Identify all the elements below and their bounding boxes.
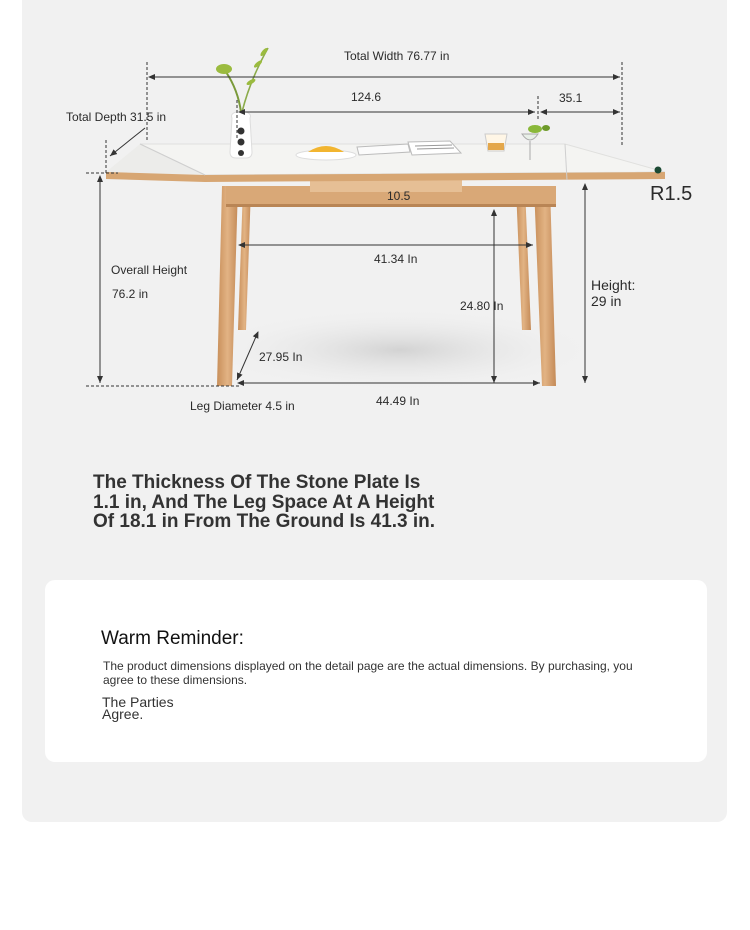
height-label: Height: (591, 277, 636, 293)
total-depth-label: Total Depth 31.5 in (66, 110, 167, 124)
table-dimension-diagram (0, 0, 750, 440)
leg-diameter-label: Leg Diameter 4.5 in (190, 399, 295, 413)
description-line-3: Of 18.1 in From The Ground Is 41.3 in. (93, 511, 436, 532)
agree-line-2: Agree. (102, 706, 144, 722)
tea-cup (485, 134, 507, 151)
reminder-title: Warm Reminder: (101, 628, 244, 649)
overall-height-value: 76.2 in (112, 287, 149, 301)
reminder-body: The product dimensions displayed on the detail page are the actual dimensions. By purchasing, you agree to these dimensions. (103, 659, 633, 687)
agree-line-1: The Parties (102, 694, 174, 710)
base-width-label: 44.49 In (376, 394, 420, 408)
radius-label: R1.5 (650, 183, 693, 205)
side-depth-label: 27.95 In (259, 350, 303, 364)
warm-reminder-card (45, 580, 707, 762)
radius-marker (655, 167, 662, 174)
overall-height-label: Overall Height (111, 263, 188, 277)
vase-decoration (216, 47, 269, 158)
reminder-agree (102, 696, 174, 720)
total-width-label: Total Width 76.77 in (344, 49, 450, 63)
stone-plate-description (93, 473, 453, 532)
description-line-1: The Thickness Of The Stone Plate Is (93, 472, 421, 493)
extended-length-label: 124.6 (351, 90, 382, 104)
height-value: 29 in (591, 293, 622, 309)
apron-label: 10.5 (387, 189, 411, 203)
inner-height-label: 24.80 In (460, 299, 504, 313)
description-line-2: 1.1 in, And The Leg Space At A Height (93, 491, 435, 513)
inner-width-label: 41.34 In (374, 252, 418, 266)
leaf-length-label: 35.1 (559, 91, 583, 105)
